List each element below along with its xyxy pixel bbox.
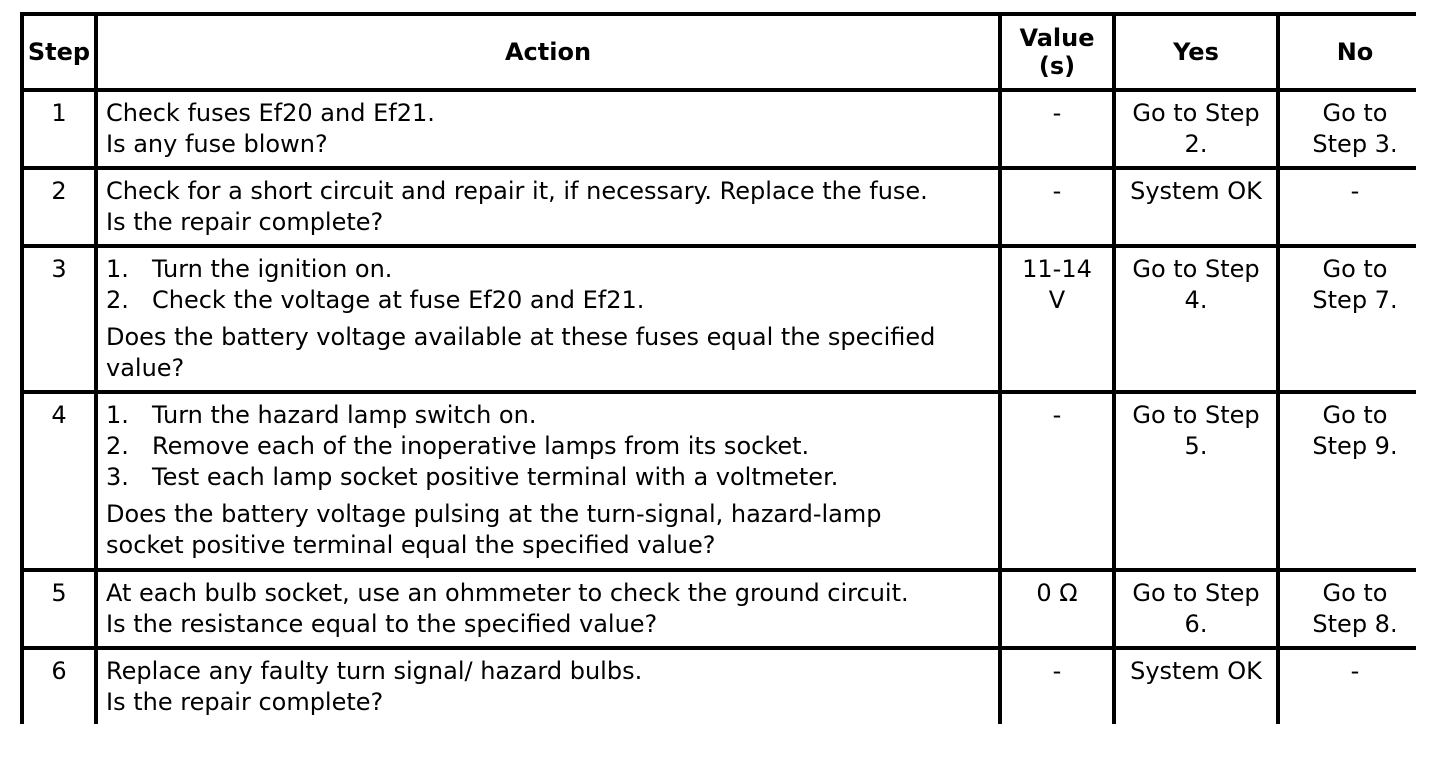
value-line: 11-14 — [1022, 255, 1092, 283]
value-cell: - — [1002, 170, 1112, 244]
no-line: Go to — [1322, 579, 1388, 607]
list-item — [106, 400, 988, 431]
numbered-list — [106, 400, 988, 493]
list-text: Check the voltage at fuse Ef20 and Ef21. — [152, 286, 645, 314]
list-number: 1. — [106, 255, 129, 283]
list-number: 3. — [106, 463, 129, 491]
action-question — [106, 499, 988, 561]
no-line: Go to — [1322, 99, 1388, 127]
yes-line: Go to Step — [1132, 401, 1260, 429]
list-text: Test each lamp socket positive terminal with a voltmeter. — [152, 463, 839, 491]
no-line: Step 9. — [1312, 432, 1398, 460]
yes-cell — [1116, 572, 1276, 646]
step-number: 2 — [24, 170, 94, 244]
no-cell — [1280, 650, 1430, 724]
value-cell — [1002, 248, 1112, 390]
yes-line: Go to Step — [1132, 579, 1260, 607]
header-no: No — [1280, 16, 1430, 88]
step-number: 1 — [24, 92, 94, 166]
table-row-cutoff-no — [1280, 728, 1430, 768]
action-cell — [98, 572, 998, 646]
header-value: Value (s) — [1002, 16, 1112, 88]
list-text: Turn the hazard lamp switch on. — [152, 401, 537, 429]
list-text: Turn the ignition on. — [152, 255, 393, 283]
yes-line: 6. — [1184, 610, 1208, 638]
no-line: Step 8. — [1312, 610, 1398, 638]
no-cell — [1280, 92, 1430, 166]
list-item — [106, 462, 988, 493]
list-number: 2. — [106, 432, 129, 460]
action-line: Check for a short circuit and repair it, if necessary. Replace the fuse. — [106, 177, 928, 205]
list-number: 1. — [106, 401, 129, 429]
table-row-cutoff-value — [1002, 728, 1112, 768]
value-cell: - — [1002, 394, 1112, 568]
no-line: Go to — [1322, 401, 1388, 429]
yes-line: Go to Step — [1132, 99, 1260, 127]
header-step: Step — [24, 16, 94, 88]
question-line: socket positive terminal equal the specified value? — [106, 531, 716, 559]
header-action: Action — [98, 16, 998, 88]
list-item — [106, 285, 988, 316]
question-line: Does the battery voltage available at these fuses equal the specified — [106, 323, 936, 351]
value-cell: - — [1002, 92, 1112, 166]
action-line: Check fuses Ef20 and Ef21. — [106, 99, 435, 127]
step-number: 5 — [24, 572, 94, 646]
no-line: - — [1350, 657, 1360, 685]
no-cell — [1280, 572, 1430, 646]
action-line: Replace any faulty turn signal/ hazard bulbs. — [106, 657, 643, 685]
yes-cell — [1116, 248, 1276, 390]
yes-line: 2. — [1184, 130, 1208, 158]
value-cell: 0 Ω — [1002, 572, 1112, 646]
no-line: Go to — [1322, 255, 1388, 283]
step-number: 6 — [24, 650, 94, 724]
question-line: value? — [106, 354, 185, 382]
value-line: V — [1048, 286, 1066, 314]
no-cell — [1280, 170, 1430, 244]
action-question: Is the resistance equal to the specified value? — [106, 610, 658, 638]
yes-cell — [1116, 394, 1276, 568]
action-cell — [98, 650, 998, 724]
action-question — [106, 322, 988, 384]
yes-cell — [1116, 650, 1276, 724]
yes-line: System OK — [1130, 657, 1262, 685]
list-number: 2. — [106, 286, 129, 314]
list-item — [106, 254, 988, 285]
step-number: 4 — [24, 394, 94, 568]
no-cell — [1280, 394, 1430, 568]
no-line: Step 7. — [1312, 286, 1398, 314]
step-number: 3 — [24, 248, 94, 390]
numbered-list — [106, 254, 988, 316]
action-line: At each bulb socket, use an ohmmeter to check the ground circuit. — [106, 579, 909, 607]
action-question: Is the repair complete? — [106, 688, 384, 716]
table-row-cutoff-step — [24, 728, 94, 768]
no-line: - — [1350, 177, 1360, 205]
yes-line: System OK — [1130, 177, 1262, 205]
action-question: Is any fuse blown? — [106, 130, 328, 158]
yes-line: Go to Step — [1132, 255, 1260, 283]
action-cell — [98, 92, 998, 166]
header-yes: Yes — [1116, 16, 1276, 88]
table-row-cutoff-action — [98, 728, 998, 768]
table-row-cutoff-yes — [1116, 728, 1276, 768]
action-question: Is the repair complete? — [106, 208, 384, 236]
action-cell — [98, 170, 998, 244]
no-cell — [1280, 248, 1430, 390]
value-cell: - — [1002, 650, 1112, 724]
yes-cell — [1116, 92, 1276, 166]
yes-line: 5. — [1184, 432, 1208, 460]
list-text: Remove each of the inoperative lamps from its socket. — [152, 432, 810, 460]
yes-cell — [1116, 170, 1276, 244]
list-item — [106, 431, 988, 462]
action-cell — [98, 248, 998, 390]
diagnostic-table — [20, 12, 1416, 724]
action-cell — [98, 394, 998, 568]
yes-line: 4. — [1184, 286, 1208, 314]
no-line: Step 3. — [1312, 130, 1398, 158]
question-line: Does the battery voltage pulsing at the turn-signal, hazard-lamp — [106, 500, 882, 528]
